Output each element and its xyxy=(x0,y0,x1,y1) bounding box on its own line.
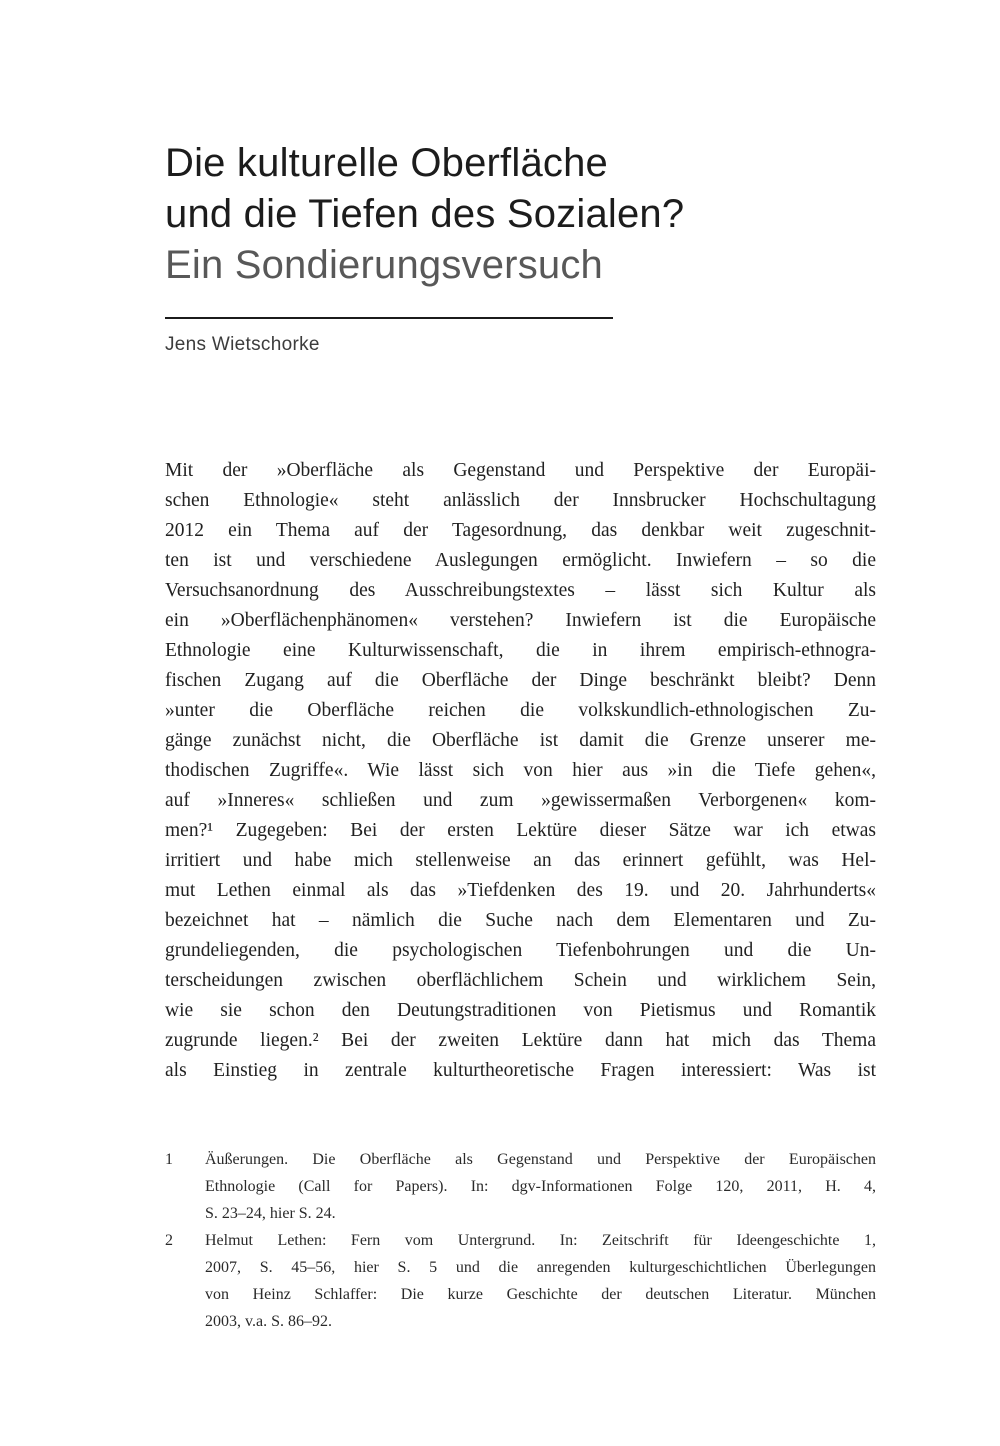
text-line: zugrunde liegen.² Bei der zweiten Lektüre dann hat mich das Thema xyxy=(165,1030,876,1051)
footnote-text xyxy=(205,1227,876,1335)
text-line: auf »Inneres« schließen und zum »gewissermaßen Verborgenen« kom- xyxy=(165,790,876,811)
text-line: 2003, v.a. S. 86–92. xyxy=(205,1313,332,1330)
footnote-text xyxy=(205,1146,876,1227)
text-line: Mit der »Oberfläche als Gegenstand und Perspektive der Europäi- xyxy=(165,460,876,481)
text-line: men?¹ Zugegeben: Bei der ersten Lektüre dieser Sätze war ich etwas xyxy=(165,820,876,841)
footnotes-section xyxy=(165,1146,876,1335)
text-line: Ethnologie (Call for Papers). In: dgv-Informationen Folge 120, 2011, H. 4, xyxy=(205,1178,876,1195)
text-line: bezeichnet hat – nämlich die Suche nach dem Elementaren und Zu- xyxy=(165,910,876,931)
text-line: irritiert und habe mich stellenweise an das erinnert gefühlt, was Hel- xyxy=(165,850,876,871)
text-line: als Einstieg in zentrale kulturtheoretische Fragen interessiert: Was ist xyxy=(165,1060,876,1081)
text-line: Ethnologie eine Kulturwissenschaft, die in ihrem empirisch-ethnogra- xyxy=(165,640,876,661)
text-line: ein »Oberflächenphänomen« verstehen? Inwiefern ist die Europäische xyxy=(165,610,876,631)
chapter-title-line-2: und die Tiefen des Sozialen? xyxy=(165,192,685,236)
chapter-title-block xyxy=(165,138,880,291)
footnote-number: 2 xyxy=(165,1232,173,1249)
text-line: »unter die Oberfläche reichen die volkskundlich-ethnologischen Zu- xyxy=(165,700,876,721)
text-line: terscheidungen zwischen oberflächlichem Schein und wirklichem Sein, xyxy=(165,970,876,991)
text-line: 2012 ein Thema auf der Tagesordnung, das denkbar weit zugeschnit- xyxy=(165,520,876,541)
text-line: thodischen Zugriffe«. Wie lässt sich von hier aus »in die Tiefe gehen«, xyxy=(165,760,876,781)
text-line: wie sie schon den Deutungstraditionen von Pietismus und Romantik xyxy=(165,1000,876,1021)
text-line: S. 23–24, hier S. 24. xyxy=(205,1205,336,1222)
footnote xyxy=(165,1146,876,1227)
footnote-number: 1 xyxy=(165,1151,173,1168)
text-line: ten ist und verschiedene Auslegungen ermöglicht. Inwiefern – so die xyxy=(165,550,876,571)
text-line: 2007, S. 45–56, hier S. 5 und die anregenden kulturgeschichtlichen Überlegungen xyxy=(205,1259,876,1276)
text-line: gänge zunächst nicht, die Oberfläche ist damit die Grenze unserer me- xyxy=(165,730,876,751)
chapter-subtitle: Ein Sondierungsversuch xyxy=(165,243,603,287)
footnote xyxy=(165,1227,876,1335)
text-line: Helmut Lethen: Fern vom Untergrund. In: Zeitschrift für Ideengeschichte 1, xyxy=(205,1232,876,1249)
chapter-title-line-1: Die kulturelle Oberfläche xyxy=(165,141,608,185)
author-name: Jens Wietschorke xyxy=(165,334,320,355)
text-line: grundeliegenden, die psychologischen Tiefenbohrungen und die Un- xyxy=(165,940,876,961)
text-line: fischen Zugang auf die Oberfläche der Dinge beschränkt bleibt? Denn xyxy=(165,670,876,691)
text-line: mut Lethen einmal als das »Tiefdenken des 19. und 20. Jahrhunderts« xyxy=(165,880,876,901)
text-line: von Heinz Schlaffer: Die kurze Geschichte der deutschen Literatur. München xyxy=(205,1286,876,1303)
text-line: Versuchsanordnung des Ausschreibungstextes – lässt sich Kultur als xyxy=(165,580,876,601)
body-paragraph xyxy=(165,456,876,1086)
title-divider-rule xyxy=(165,317,613,319)
text-line: Äußerungen. Die Oberfläche als Gegenstand und Perspektive der Europäischen xyxy=(205,1151,876,1168)
text-line: schen Ethnologie« steht anlässlich der Innsbrucker Hochschultagung xyxy=(165,490,876,511)
